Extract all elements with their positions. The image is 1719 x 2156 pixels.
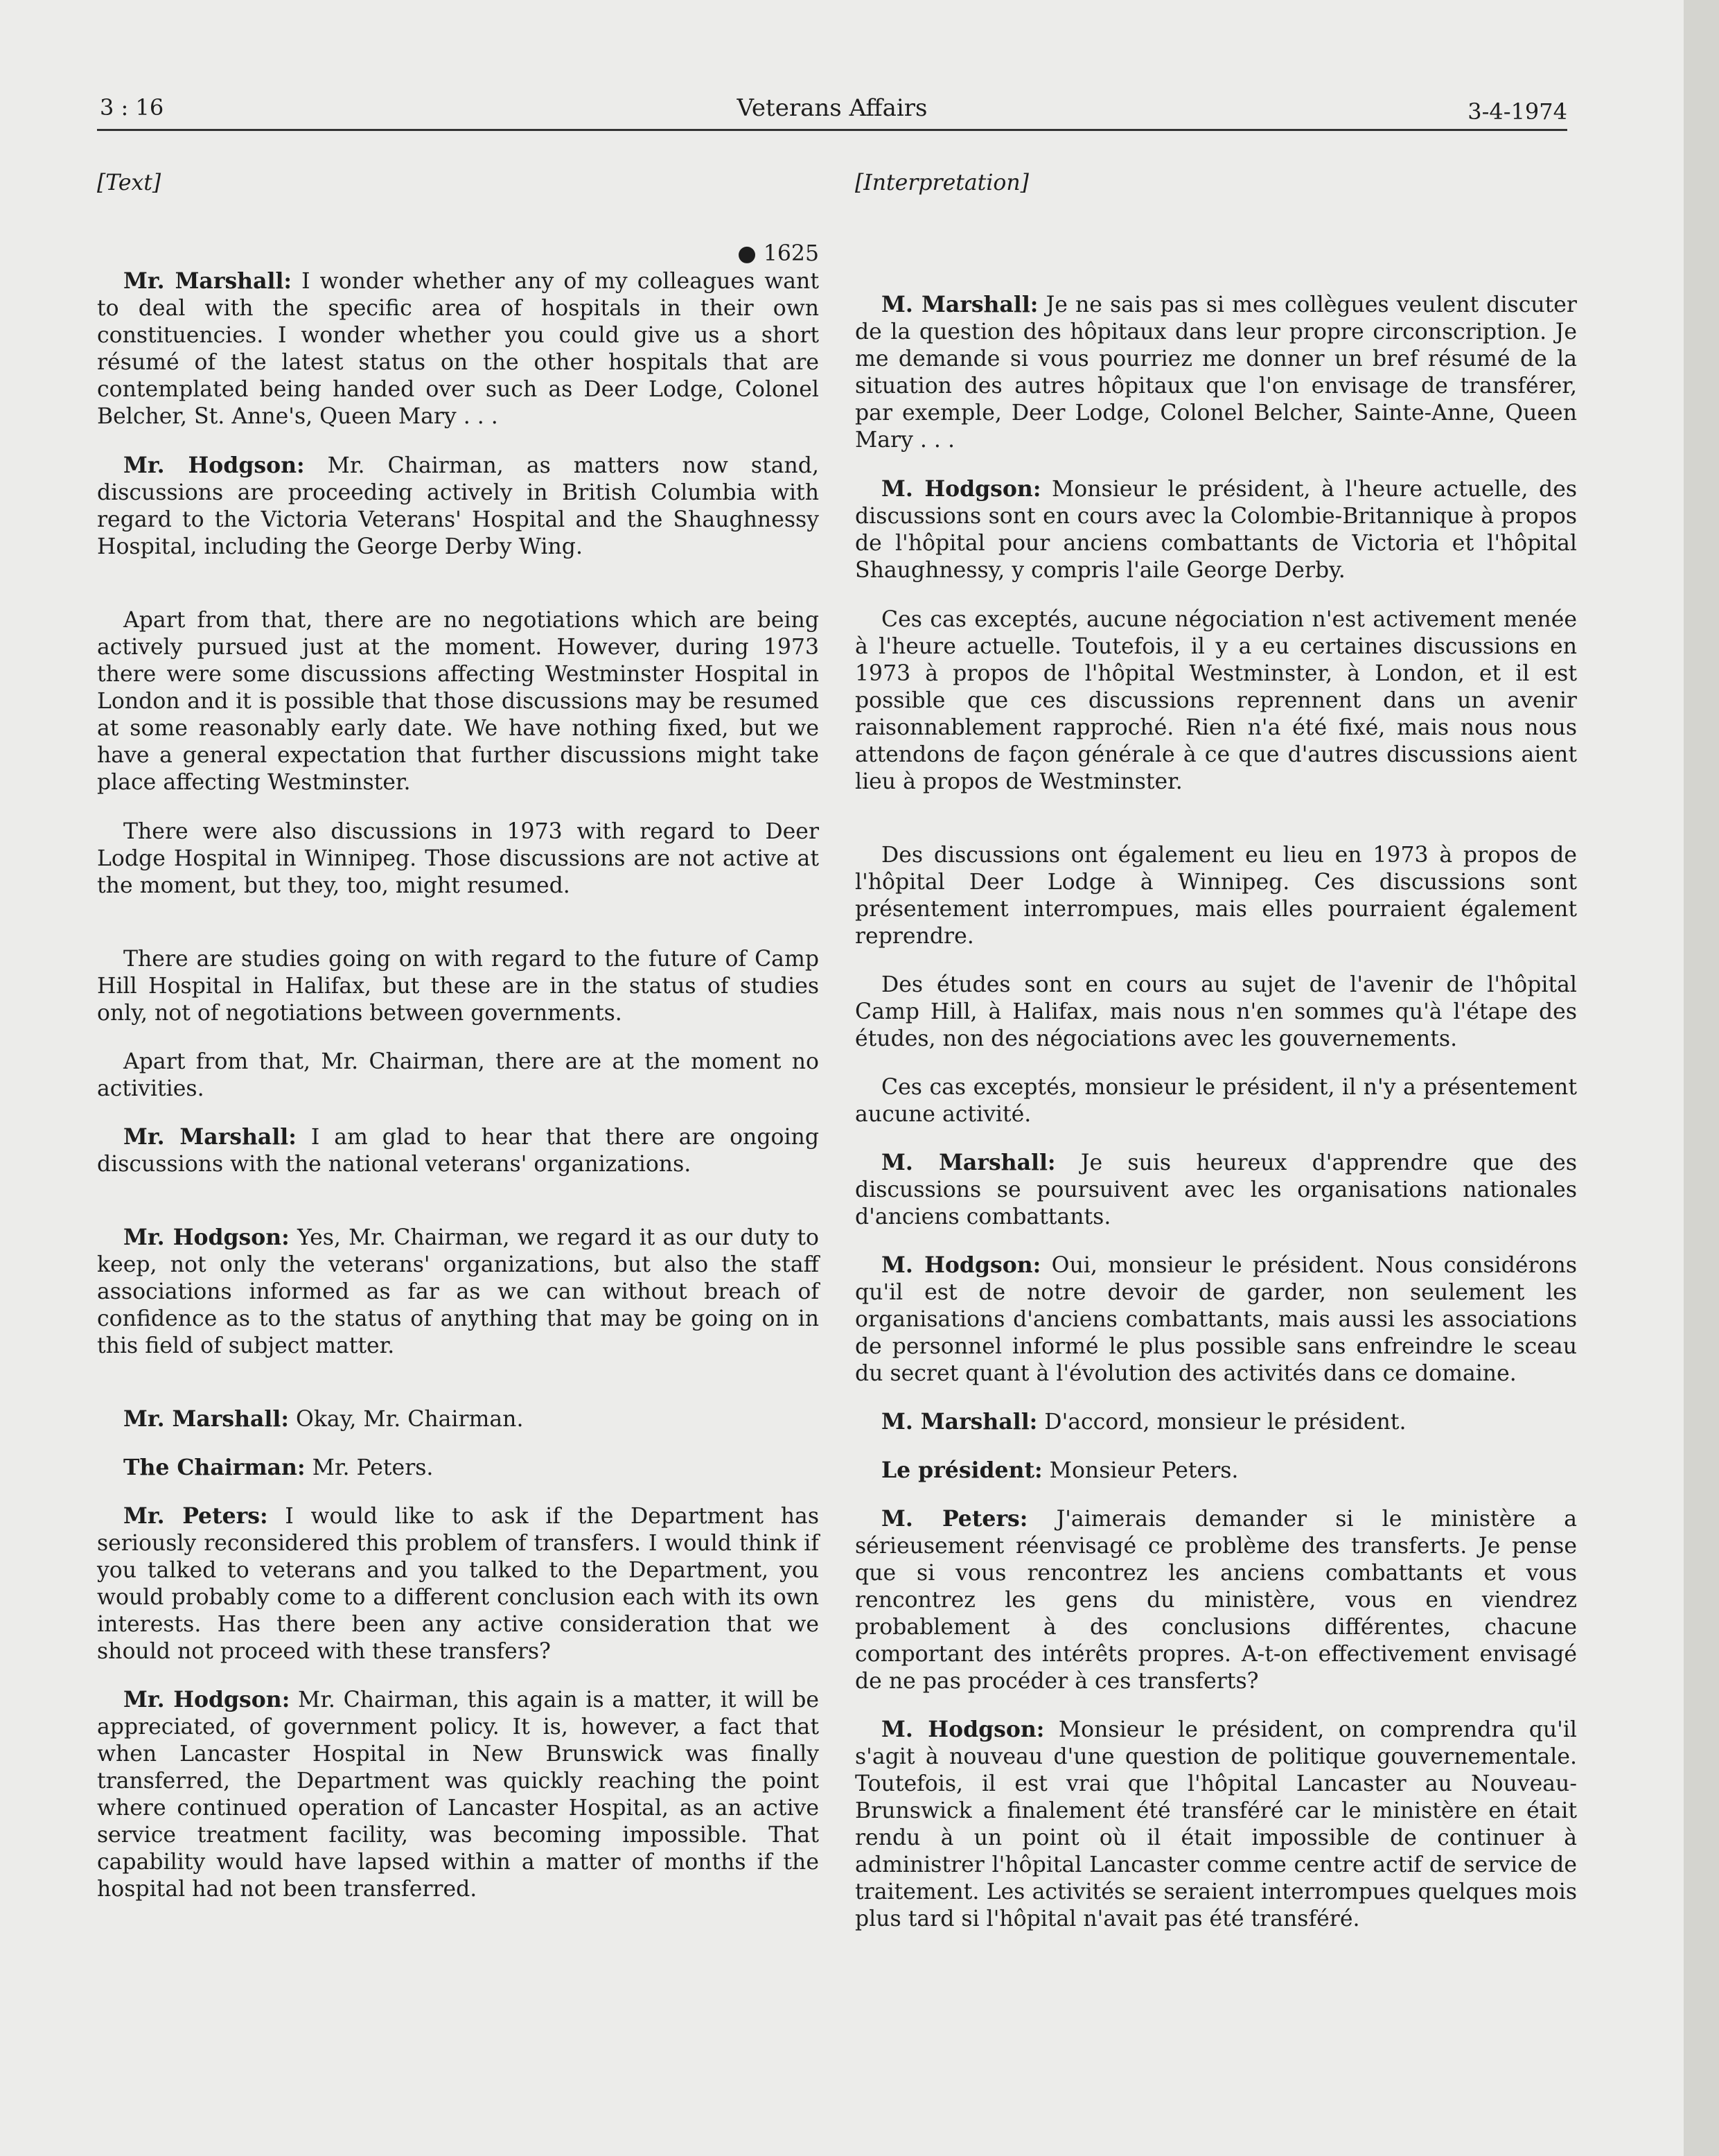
paragraph-text: Je ne sais pas si mes collègues veulent discuter de la question des hôpitaux dans leur propre circonscription. Je me demande si vous pourriez me donner un bref résumé de la situation des autres hôpitaux que l'on envisage de transférer, par exemple, Deer Lodge, Colonel Belcher, Sainte-Anne, Queen Mary . . . — [855, 292, 1577, 453]
speaker-name: Le président: — [881, 1457, 1043, 1483]
paragraph — [855, 1408, 1577, 1436]
speaker-name: M. Hodgson: — [881, 476, 1041, 502]
paragraph — [97, 268, 819, 430]
paragraph — [855, 1073, 1577, 1128]
speaker-name: Mr. Marshall: — [123, 268, 292, 294]
paragraph — [97, 1123, 819, 1178]
page-number: 3 : 16 — [100, 94, 164, 121]
paragraph-text: Mr. Chairman, this again is a matter, it will be appreciated, of government policy. It is, however, a fact that when Lancaster Hospital in New Brunswick was finally transferred, the Department was quickly reaching the point where continued operation of Lancaster Hospital, as an active service treatment facility, was becoming impossible. That capability would have lapsed within a matter of months if the hospital had not been transferred. — [97, 1688, 819, 1902]
header-date: 3-4-1974 — [1467, 98, 1567, 125]
speaker-name: Mr. Hodgson: — [123, 1687, 290, 1712]
speaker-name: Mr. Marshall: — [123, 1124, 297, 1150]
paragraph — [97, 1405, 819, 1433]
paragraph-text: Des discussions ont également eu lieu en 1973 à propos de l'hôpital Deer Lodge à Winnipeg. Ces discussions sont présentement interrompues, mais elles pourraient également reprendre. — [855, 843, 1577, 949]
paragraph — [855, 291, 1577, 454]
speaker-name: M. Marshall: — [881, 1409, 1038, 1435]
paragraph-text: Yes, Mr. Chairman, we regard it as our duty to keep, not only the veterans' organizations, but also the staff associations informed as far as we can without breach of confidence as to the status of anything that may be going on in this field of subject matter. — [97, 1225, 819, 1358]
paragraph — [97, 452, 819, 561]
speaker-name: Mr. Hodgson: — [123, 1225, 290, 1250]
paragraph — [855, 841, 1577, 950]
paragraph — [97, 818, 819, 900]
paragraph — [97, 1048, 819, 1103]
page-edge — [1684, 0, 1719, 2156]
paragraph — [97, 606, 819, 796]
text-tag: [Text] — [97, 170, 161, 195]
paragraph-text: Des études sont en cours au sujet de l'avenir de l'hôpital Camp Hill, à Halifax, mais nous n'en sommes qu'à l'étape des études, non des négociations avec les gouvernements. — [855, 972, 1577, 1051]
speaker-name: Mr. Peters: — [123, 1503, 268, 1529]
paragraph — [855, 1716, 1577, 1933]
paragraph-text: Apart from that, there are no negotiations which are being actively pursued just at the moment. However, during 1973 there were some discussions affecting Westminster Hospital in London and it is possible that those discussions may be resumed at some reasonably early date. We have nothing fixed, but we have a general expectation that further discussions might take place affecting Westminster. — [97, 608, 819, 795]
paragraph — [855, 1252, 1577, 1387]
paragraph-text: I would like to ask if the Department has seriously reconsidered this problem of transfers. I would think if you talked to veterans and you talked to the Department, you would probably come to a different conclusion each with its own interests. Has there been any active consideration that we should not proceed with these transfers? — [97, 1504, 819, 1664]
paragraph-text: Apart from that, Mr. Chairman, there are at the moment no activities. — [97, 1049, 819, 1101]
french-column — [855, 170, 1577, 1933]
header-title: Veterans Affairs — [737, 94, 928, 122]
paragraph-text: Monsieur le président, à l'heure actuelle, des discussions sont en cours avec la Colombie-Britannique à propos de l'hôpital pour anciens combattants de Victoria et l'hôpital Shaughnessy, y compris l'aile George Derby. — [855, 477, 1577, 583]
paragraph-text: I wonder whether any of my colleagues want to deal with the specific area of hospitals in their own constituencies. I wonder whether you could give us a short résumé of the latest status on the other hospitals that are contemplated being handed over such as Deer Lodge, Colonel Belcher, St. Anne's, Queen Mary . . . — [97, 269, 819, 429]
speaker-name: M. Marshall: — [881, 292, 1039, 317]
paragraph-text: Ces cas exceptés, aucune négociation n'est activement menée à l'heure actuelle. Toutefois, il y a eu certaines discussions en 1973 à propos de l'hôpital Westminster, à London, et il est possible que ces discussions reprennent dans un avenir raisonnablement rapproché. Rien n'a été fixé, mais nous nous attendons de façon générale à ce que d'autres discussions aient lieu à propos de Westminster. — [855, 607, 1577, 794]
paragraph-text: Mr. Peters. — [305, 1455, 434, 1480]
speaker-name: Mr. Marshall: — [123, 1406, 289, 1432]
paragraph — [855, 475, 1577, 584]
speaker-name: Mr. Hodgson: — [123, 453, 305, 478]
speaker-name: M. Peters: — [881, 1506, 1028, 1532]
speaker-name: M. Marshall: — [881, 1150, 1056, 1175]
paragraph-text: Okay, Mr. Chairman. — [289, 1407, 524, 1432]
interpretation-tag: [Interpretation] — [855, 170, 1029, 195]
paragraph — [855, 971, 1577, 1053]
paragraph-text: Monsieur le président, on comprendra qu'il s'agit à nouveau d'une question de politique gouvernementale. Toutefois, il est vrai que l'hôpital Lancaster au Nouveau-Brunswick a finalement été transféré car le ministère en était rendu à un point où il était impossible de continuer à administrer l'hôpital Lancaster comme centre actif de service de traitement. Les activités se seraient interrompues quelques mois plus tard si l'hôpital n'avait pas été transféré. — [855, 1717, 1577, 1931]
paragraph — [855, 1457, 1577, 1484]
time-marker: ● 1625 — [737, 241, 819, 266]
speaker-name: M. Hodgson: — [881, 1252, 1041, 1278]
paragraph — [97, 1224, 819, 1360]
paragraph-text: J'aimerais demander si le ministère a sérieusement réenvisagé ce problème des transferts. Je pense que si vous rencontrez les anciens combattants et vous rencontrez les gens du ministère, vous en viendrez probablement à des conclusions différentes, chacune comportant des intérêts propres. A-t-on effectivement envisagé de ne pas procéder à ces transferts? — [855, 1507, 1578, 1694]
paragraph — [97, 1686, 819, 1903]
speaker-name: The Chairman: — [123, 1455, 306, 1480]
paragraph-text: I am glad to hear that there are ongoing discussions with the national veterans' organizations. — [97, 1125, 819, 1177]
paragraph-text: Monsieur Peters. — [1042, 1458, 1239, 1483]
paragraph-text: D'accord, monsieur le président. — [1037, 1410, 1407, 1435]
paragraph-text: Ces cas exceptés, monsieur le président, il n'y a présentement aucune activité. — [855, 1075, 1577, 1127]
paragraph-text: There were also discussions in 1973 with regard to Deer Lodge Hospital in Winnipeg. Those discussions are not active at the moment, but they, too, might resumed. — [97, 819, 819, 898]
paragraph — [855, 606, 1577, 796]
paragraph — [855, 1505, 1577, 1695]
paragraph — [97, 945, 819, 1027]
paragraph-text: There are studies going on with regard to the future of Camp Hill Hospital in Halifax, but these are in the status of studies only, not of negotiations between governments. — [97, 947, 819, 1026]
paragraph-text: Je suis heureux d'apprendre que des discussions se poursuivent avec les organisations nationales d'anciens combattants. — [855, 1150, 1577, 1229]
paragraph — [97, 1502, 819, 1665]
paragraph-text: Mr. Chairman, as matters now stand, discussions are proceeding actively in British Columbia with regard to the Victoria Veterans' Hospital and the Shaughnessy Hospital, including the George Derby Wing. — [97, 453, 819, 559]
running-header — [97, 94, 1567, 131]
english-column — [97, 170, 819, 1903]
paragraph — [97, 1454, 819, 1482]
speaker-name: M. Hodgson: — [881, 1717, 1045, 1742]
paragraph-text: Oui, monsieur le président. Nous considérons qu'il est de notre devoir de garder, non seulement les organisations d'anciens combattants, mais aussi les associations de personnel informé le plus possible sans enfreindre le sceau du secret quant à l'évolution des activités dans ce domaine. — [855, 1253, 1577, 1386]
paragraph — [855, 1149, 1577, 1231]
